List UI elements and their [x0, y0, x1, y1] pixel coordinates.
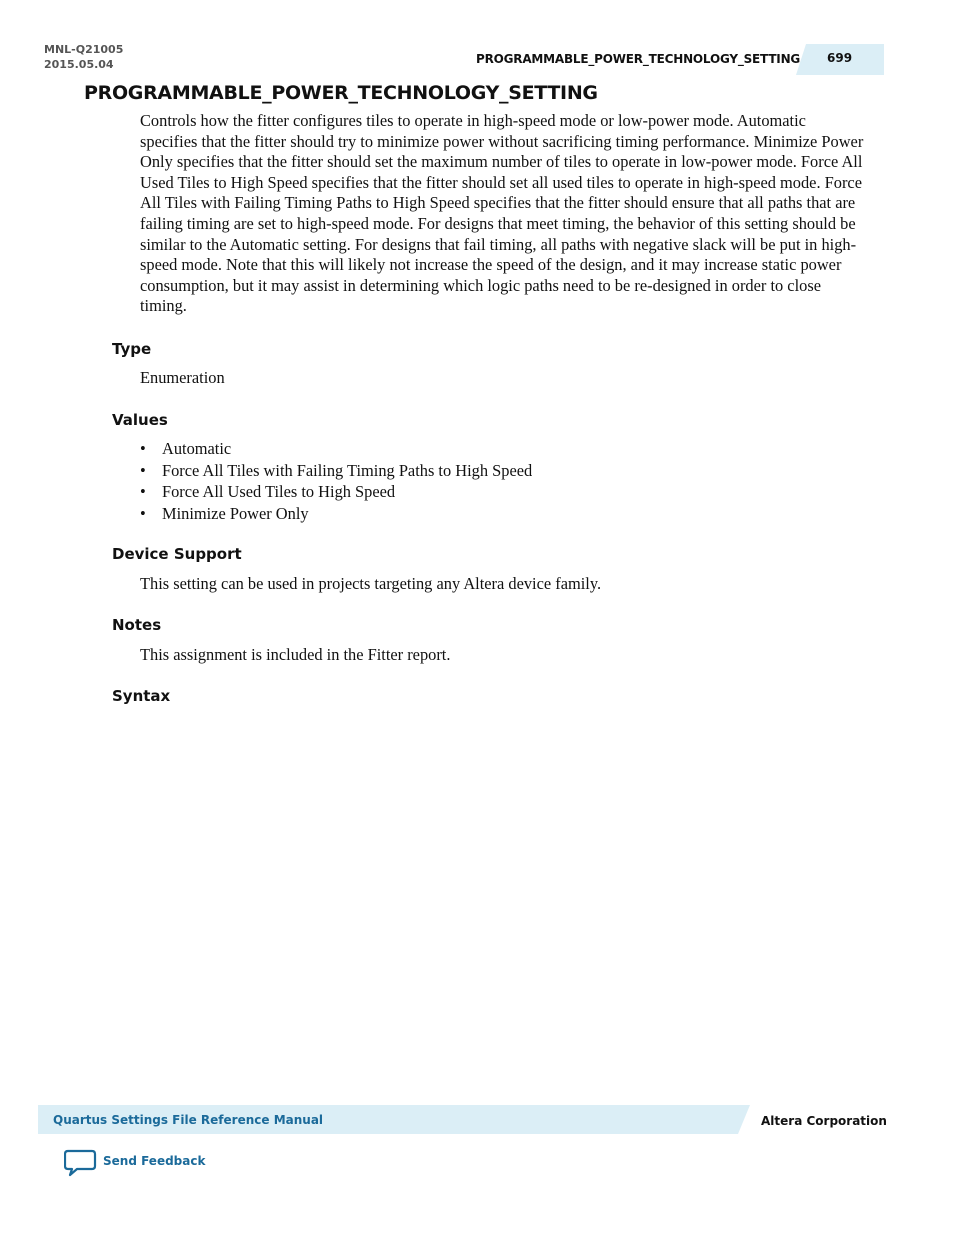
- list-item: • Minimize Power Only: [140, 503, 309, 523]
- send-feedback-label[interactable]: Send Feedback: [103, 1154, 206, 1168]
- device-support-heading: Device Support: [112, 545, 242, 563]
- page-title: PROGRAMMABLE_POWER_TECHNOLOGY_SETTING: [84, 82, 598, 104]
- syntax-heading: Syntax: [112, 687, 171, 705]
- page-number: 699: [827, 51, 853, 65]
- speech-bubble-icon: [64, 1148, 98, 1178]
- running-header-title: PROGRAMMABLE_POWER_TECHNOLOGY_SETTING: [476, 52, 801, 66]
- document-meta: [44, 42, 123, 72]
- bullet-icon: •: [140, 460, 146, 480]
- type-heading: Type: [112, 340, 152, 358]
- notes-text: This assignment is included in the Fitter report.: [140, 645, 451, 664]
- document-date: 2015.05.04: [44, 58, 114, 71]
- values-list: [140, 438, 532, 524]
- bullet-icon: •: [140, 439, 146, 458]
- device-support-text: This setting can be used in projects targeting any Altera device family.: [140, 574, 602, 593]
- list-item: • Force All Tiles with Failing Timing Paths to High Speed: [140, 460, 533, 480]
- list-item: • Force All Used Tiles to High Speed: [140, 482, 396, 501]
- manual-title: Quartus Settings File Reference Manual: [53, 1113, 324, 1127]
- bullet-icon: •: [140, 503, 146, 523]
- bullet-icon: •: [140, 482, 146, 501]
- setting-description: Controls how the fitter configures tiles to operate in high-speed mode or low-power mode. Automatic specifies that the fitter should try to minimize power without sacrificing timing performance. Minimize Power Only specifies that the fitter should set the maximum number of tiles to operate in low-power mode. Force All Used Tiles to High Speed specifies that the fitter should set all used tiles to operate in high-speed mode. Force All Tiles with Failing Timing Paths to High Speed specifies that the fitter should ensure that all paths that are failing timing are set to high-speed mode. For designs that meet timing, the behavior of this setting should be similar to the Automatic setting. For designs that fail timing, all paths with negative slack will be put in high-speed mode. Note that this will likely not increase the speed of the design, and it may increase static power consumption, but it may assist in determining which logic paths need to be re-designed in order to close timing.: [140, 111, 864, 316]
- values-heading: Values: [112, 411, 168, 429]
- page-number-tab: [796, 44, 884, 75]
- list-item: • Automatic: [140, 439, 232, 458]
- type-value: Enumeration: [140, 368, 225, 387]
- footer-band: [38, 1105, 750, 1134]
- document-id: MNL-Q21005: [44, 43, 124, 56]
- publisher-name: Altera Corporation: [761, 1114, 887, 1128]
- notes-heading: Notes: [112, 616, 162, 634]
